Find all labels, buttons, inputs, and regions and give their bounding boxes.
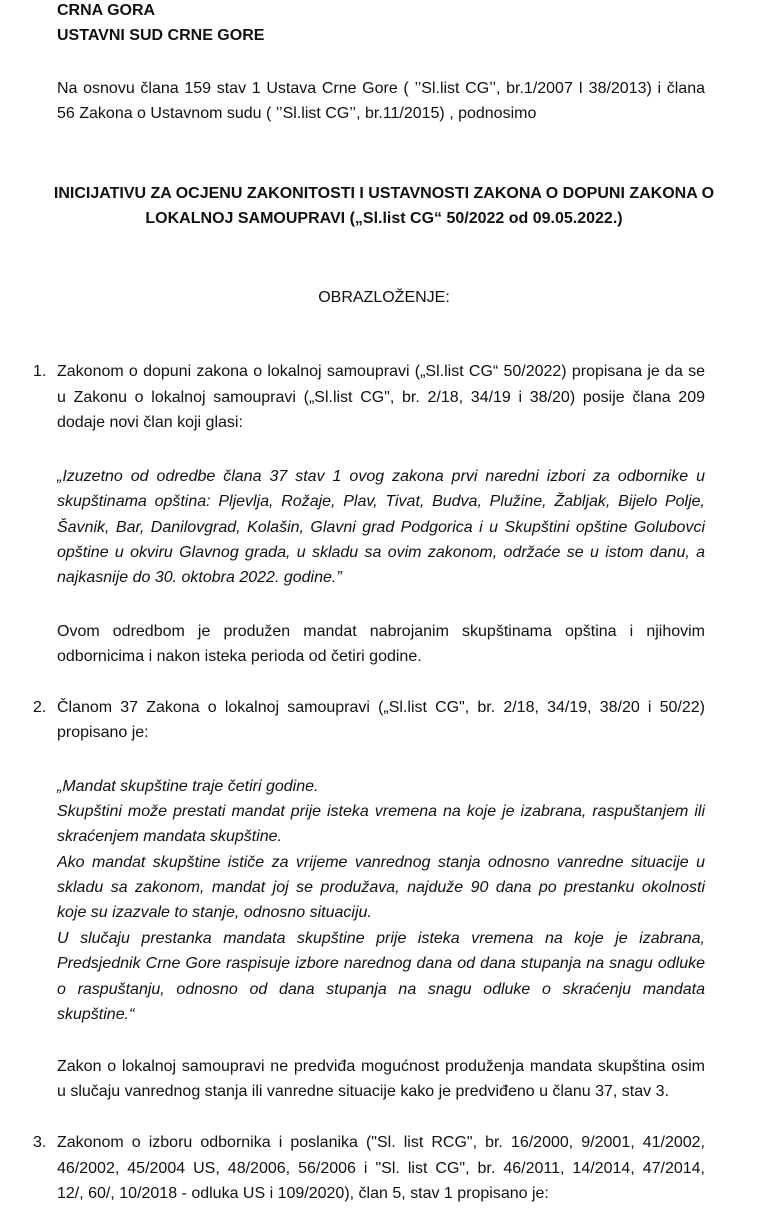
section-2-quote-line: Ako mandat skupštine ističe za vrijeme vanrednog stanja odnosno vanredne situacije u	[57, 854, 705, 871]
section-1-quote-line: „Izuzetno od odredbe člana 37 stav 1 ovog zakona prvi naredni izbori za odbornike u	[57, 468, 705, 485]
section-2-line: propisano je:	[57, 724, 149, 741]
section-1-comment-line: Ovom odredbom je produžen mandat nabrojanim skupštinama opština i njihovim	[57, 623, 705, 640]
section-2-quote-line: Skupštini može prestati mandat prije isteka vremena na koje je izabrana, raspuštanjem ili	[57, 803, 705, 820]
intro-line-2: 56 Zakona o Ustavnom sudu ( ’’Sl.list CG’’, br.11/2015) , podnosimo	[57, 105, 537, 122]
section-3-line: Zakonom o izboru odbornika i poslanika ("Sl. list RCG", br. 16/2000, 9/2001, 41/2002,	[57, 1134, 705, 1151]
section-3-line: 12/, 60/, 10/2018 - odluka US i 109/2020), član 5, stav 1 propisano je:	[57, 1185, 549, 1202]
section-2-comment-line: u slučaju vanrednog stanja ili vanredne situacije kako je predviđeno u članu 37, stav 3.	[57, 1083, 669, 1100]
document-title-line-2: LOKALNOJ SAMOUPRAVI („Sl.list CG“ 50/2022 od 09.05.2022.)	[145, 210, 623, 227]
section-3-line: 46/2002, 45/2004 US, 48/2006, 56/2006 i "Sl. list CG", br. 46/2011, 14/2014, 47/2014,	[57, 1160, 705, 1177]
section-3-number: 3.	[33, 1134, 47, 1151]
country-heading: CRNA GORA	[57, 2, 156, 19]
section-1-line: dodaje novi član koji glasi:	[57, 414, 243, 431]
section-1-quote-line: opštine u okviru Glavnog grada, u skladu sa ovim zakonom, održaće se u istom danu, a	[57, 544, 705, 561]
section-1-quote-line: skupštinama opština: Pljevlja, Rožaje, Plav, Tivat, Budva, Plužine, Žabljak, Bijelo Polje,	[57, 493, 705, 510]
section-1-quote-line: najkasnije do 30. oktobra 2022. godine.”	[57, 569, 342, 586]
section-1-line: u Zakonu o lokalnoj samoupravi („Sl.list CG", br. 2/18, 34/19 i 38/20) posije člana 209	[57, 389, 705, 406]
intro-line-1: Na osnovu člana 159 stav 1 Ustava Crne Gore ( ’’Sl.list CG’’, br.1/2007 I 38/2013) i člana	[57, 80, 705, 97]
reasoning-heading: OBRAZLOŽENJE:	[318, 289, 450, 306]
section-2-quote-line: U slučaju prestanka mandata skupštine prije isteka vremena na koje je izabrana,	[57, 930, 705, 947]
document-title-line-1: INICIJATIVU ZA OCJENU ZAKONITOSTI I USTAVNOSTI ZAKONA O DOPUNI ZAKONA O	[53, 185, 715, 202]
section-2-quote-line: o raspuštanju, odnosno od dana stupanja na snagu odluke o skraćenju mandata	[57, 981, 705, 998]
section-2-quote-line: „Mandat skupštine traje četiri godine.	[57, 778, 319, 795]
section-1-number: 1.	[33, 363, 47, 380]
section-2-number: 2.	[33, 699, 47, 716]
section-2-quote-line: skladu sa zakonom, mandat joj se produžava, najduže 90 dana po prestanku okolnosti	[57, 879, 705, 896]
section-2-quote-line: skupštine.“	[57, 1006, 135, 1023]
section-2-quote-line: koje su izazvale to stanje, odnosno situaciju.	[57, 904, 372, 921]
section-1-quote-line: Šavnik, Bar, Danilovgrad, Kolašin, Glavni grad Podgorica i u Skupštini opštine Golubovci	[57, 519, 705, 536]
section-1-comment-line: odbornicima i nakon isteka perioda od četiri godine.	[57, 648, 422, 665]
section-2-quote-line: Predsjednik Crne Gore raspisuje izbore narednog dana od dana stupanja na snagu odluke	[57, 955, 705, 972]
section-2-comment-line: Zakon o lokalnoj samoupravi ne predviđa mogućnost produženja mandata skupština osim	[57, 1058, 705, 1075]
court-heading: USTAVNI SUD CRNE GORE	[57, 27, 265, 44]
section-1-line: Zakonom o dopuni zakona o lokalnoj samoupravi („Sl.list CG“ 50/2022) propisana je da se	[57, 363, 705, 380]
section-2-line: Članom 37 Zakona o lokalnoj samoupravi („Sl.list CG", br. 2/18, 34/19, 38/20 i 50/22)	[57, 699, 705, 716]
section-2-quote-line: skraćenjem mandata skupštine.	[57, 828, 282, 845]
